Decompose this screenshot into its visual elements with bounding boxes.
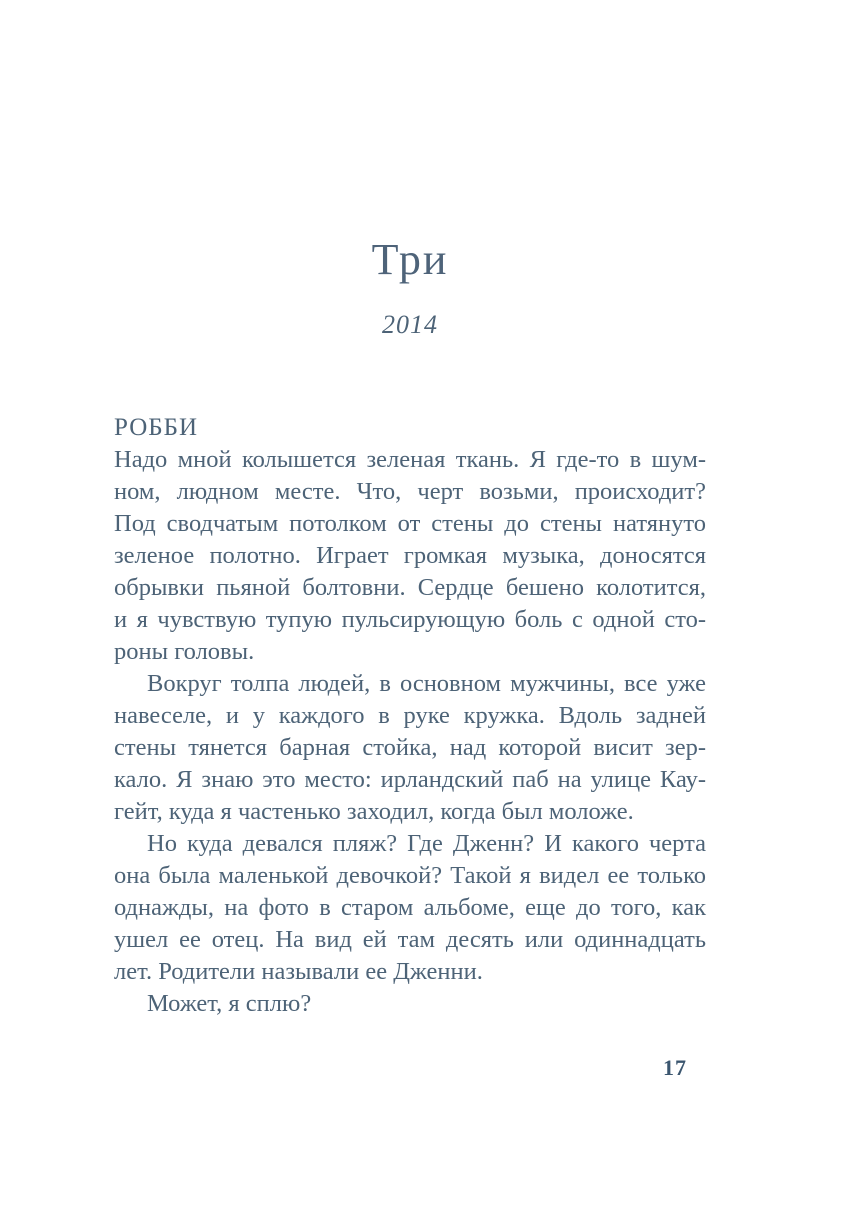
paragraph <box>114 444 706 668</box>
section-heading: РОББИ <box>114 414 199 441</box>
text-line: ном, людном месте. Что, черт возьми, происходит? <box>114 478 706 505</box>
text-line: Вокруг толпа людей, в основном мужчины, все уже <box>147 670 706 697</box>
paragraphs <box>114 444 706 1020</box>
text-line: и я чувствую тупую пульсирующую боль с одной сто- <box>114 606 706 633</box>
paragraph <box>114 828 706 988</box>
text-line: ушел ее отец. На вид ей там десять или одиннадцать <box>114 926 706 953</box>
text-line: навеселе, и у каждого в руке кружка. Вдоль задней <box>114 702 706 729</box>
text-line: обрывки пьяной болтовни. Сердце бешено колотится, <box>114 574 706 601</box>
text-line: зеленое полотно. Играет громкая музыка, доносятся <box>114 542 706 569</box>
text-line: гейт, куда я частенько заходил, когда был моложе. <box>114 798 634 825</box>
text-line: лет. Родители называли ее Дженни. <box>114 958 483 985</box>
text-line: стены тянется барная стойка, над которой висит зер- <box>114 734 706 761</box>
paragraph <box>114 668 706 828</box>
text-line: Может, я сплю? <box>147 990 312 1017</box>
text-line: кало. Я знаю это место: ирландский паб на улице Кау- <box>114 766 706 793</box>
text-column <box>114 0 706 1020</box>
text-line: Надо мной колышется зеленая ткань. Я где-то в шум- <box>114 446 706 473</box>
paragraph <box>114 988 706 1020</box>
page-number: 17 <box>663 1055 687 1080</box>
text-line: роны головы. <box>114 638 255 665</box>
chapter-title: Три <box>371 235 449 284</box>
text-line: однажды, на фото в старом альбоме, еще до того, как <box>114 894 706 921</box>
chapter-year: 2014 <box>382 310 438 339</box>
text-line: она была маленькой девочкой? Такой я видел ее только <box>114 862 706 889</box>
text-line: Под сводчатым потолком от стены до стены натянуто <box>114 510 706 537</box>
text-line: Но куда девался пляж? Где Дженн? И какого черта <box>147 830 706 857</box>
